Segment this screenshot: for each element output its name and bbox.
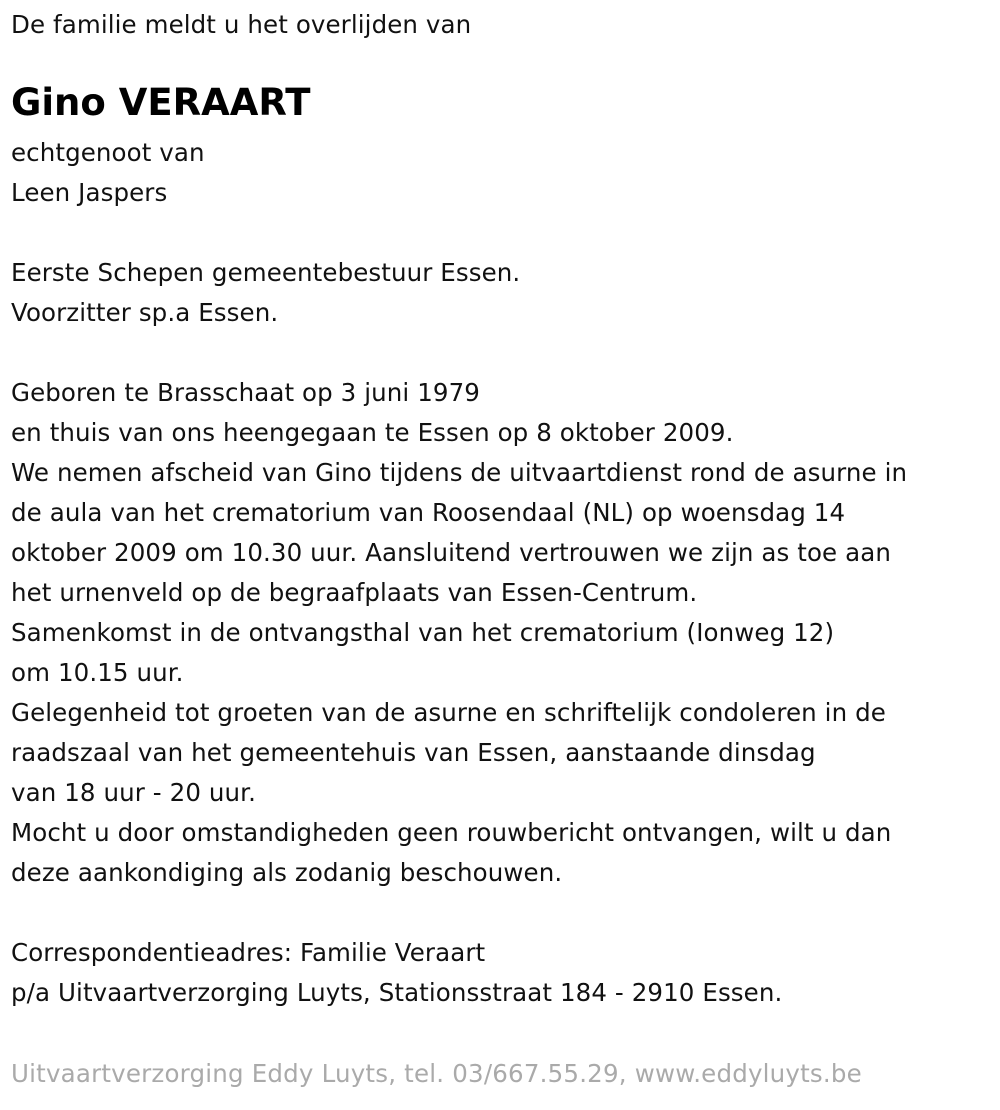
detail-line: Gelegenheid tot groeten van de asurne en schriftelijk condoleren in de [11,698,886,727]
detail-line: oktober 2009 om 10.30 uur. Aansluitend vertrouwen we zijn as toe aan [11,538,891,567]
role-line: Voorzitter sp.a Essen. [11,298,279,327]
detail-line: We nemen afscheid van Gino tijdens de uitvaartdienst rond de asurne in [11,458,908,487]
correspondence-line: p/a Uitvaartverzorging Luyts, Stationsstraat 184 - 2910 Essen. [11,978,783,1007]
detail-line: van 18 uur - 20 uur. [11,778,256,807]
spacer [11,893,986,933]
funeral-home-footer: Uitvaartverzorging Eddy Luyts, tel. 03/667.55.29, www.eddyluyts.be [11,1059,862,1088]
detail-line: om 10.15 uur. [11,658,184,687]
detail-line: Samenkomst in de ontvangsthal van het crematorium (Ionweg 12) [11,618,835,647]
deceased-name: Gino VERAART [11,81,311,124]
detail-line: het urnenveld op de begraafplaats van Essen-Centrum. [11,578,698,607]
role-line: Eerste Schepen gemeentebestuur Essen. [11,258,521,287]
spacer [11,333,986,373]
spouse-name: Leen Jaspers [11,178,168,207]
spouse-label: echtgenoot van [11,138,205,167]
detail-line: raadszaal van het gemeentehuis van Essen, aanstaande dinsdag [11,738,816,767]
detail-line: Mocht u door omstandigheden geen rouwbericht ontvangen, wilt u dan [11,818,892,847]
detail-line: en thuis van ons heengegaan te Essen op 8 oktober 2009. [11,418,734,447]
death-notice [11,0,986,1013]
detail-line: Geboren te Brasschaat op 3 juni 1979 [11,378,480,407]
correspondence-line: Correspondentieadres: Familie Veraart [11,938,486,967]
detail-line: de aula van het crematorium van Roosendaal (NL) op woensdag 14 [11,498,846,527]
spacer [11,213,986,253]
opening-line: De familie meldt u het overlijden van [11,10,472,39]
detail-line: deze aankondiging als zodanig beschouwen. [11,858,563,887]
